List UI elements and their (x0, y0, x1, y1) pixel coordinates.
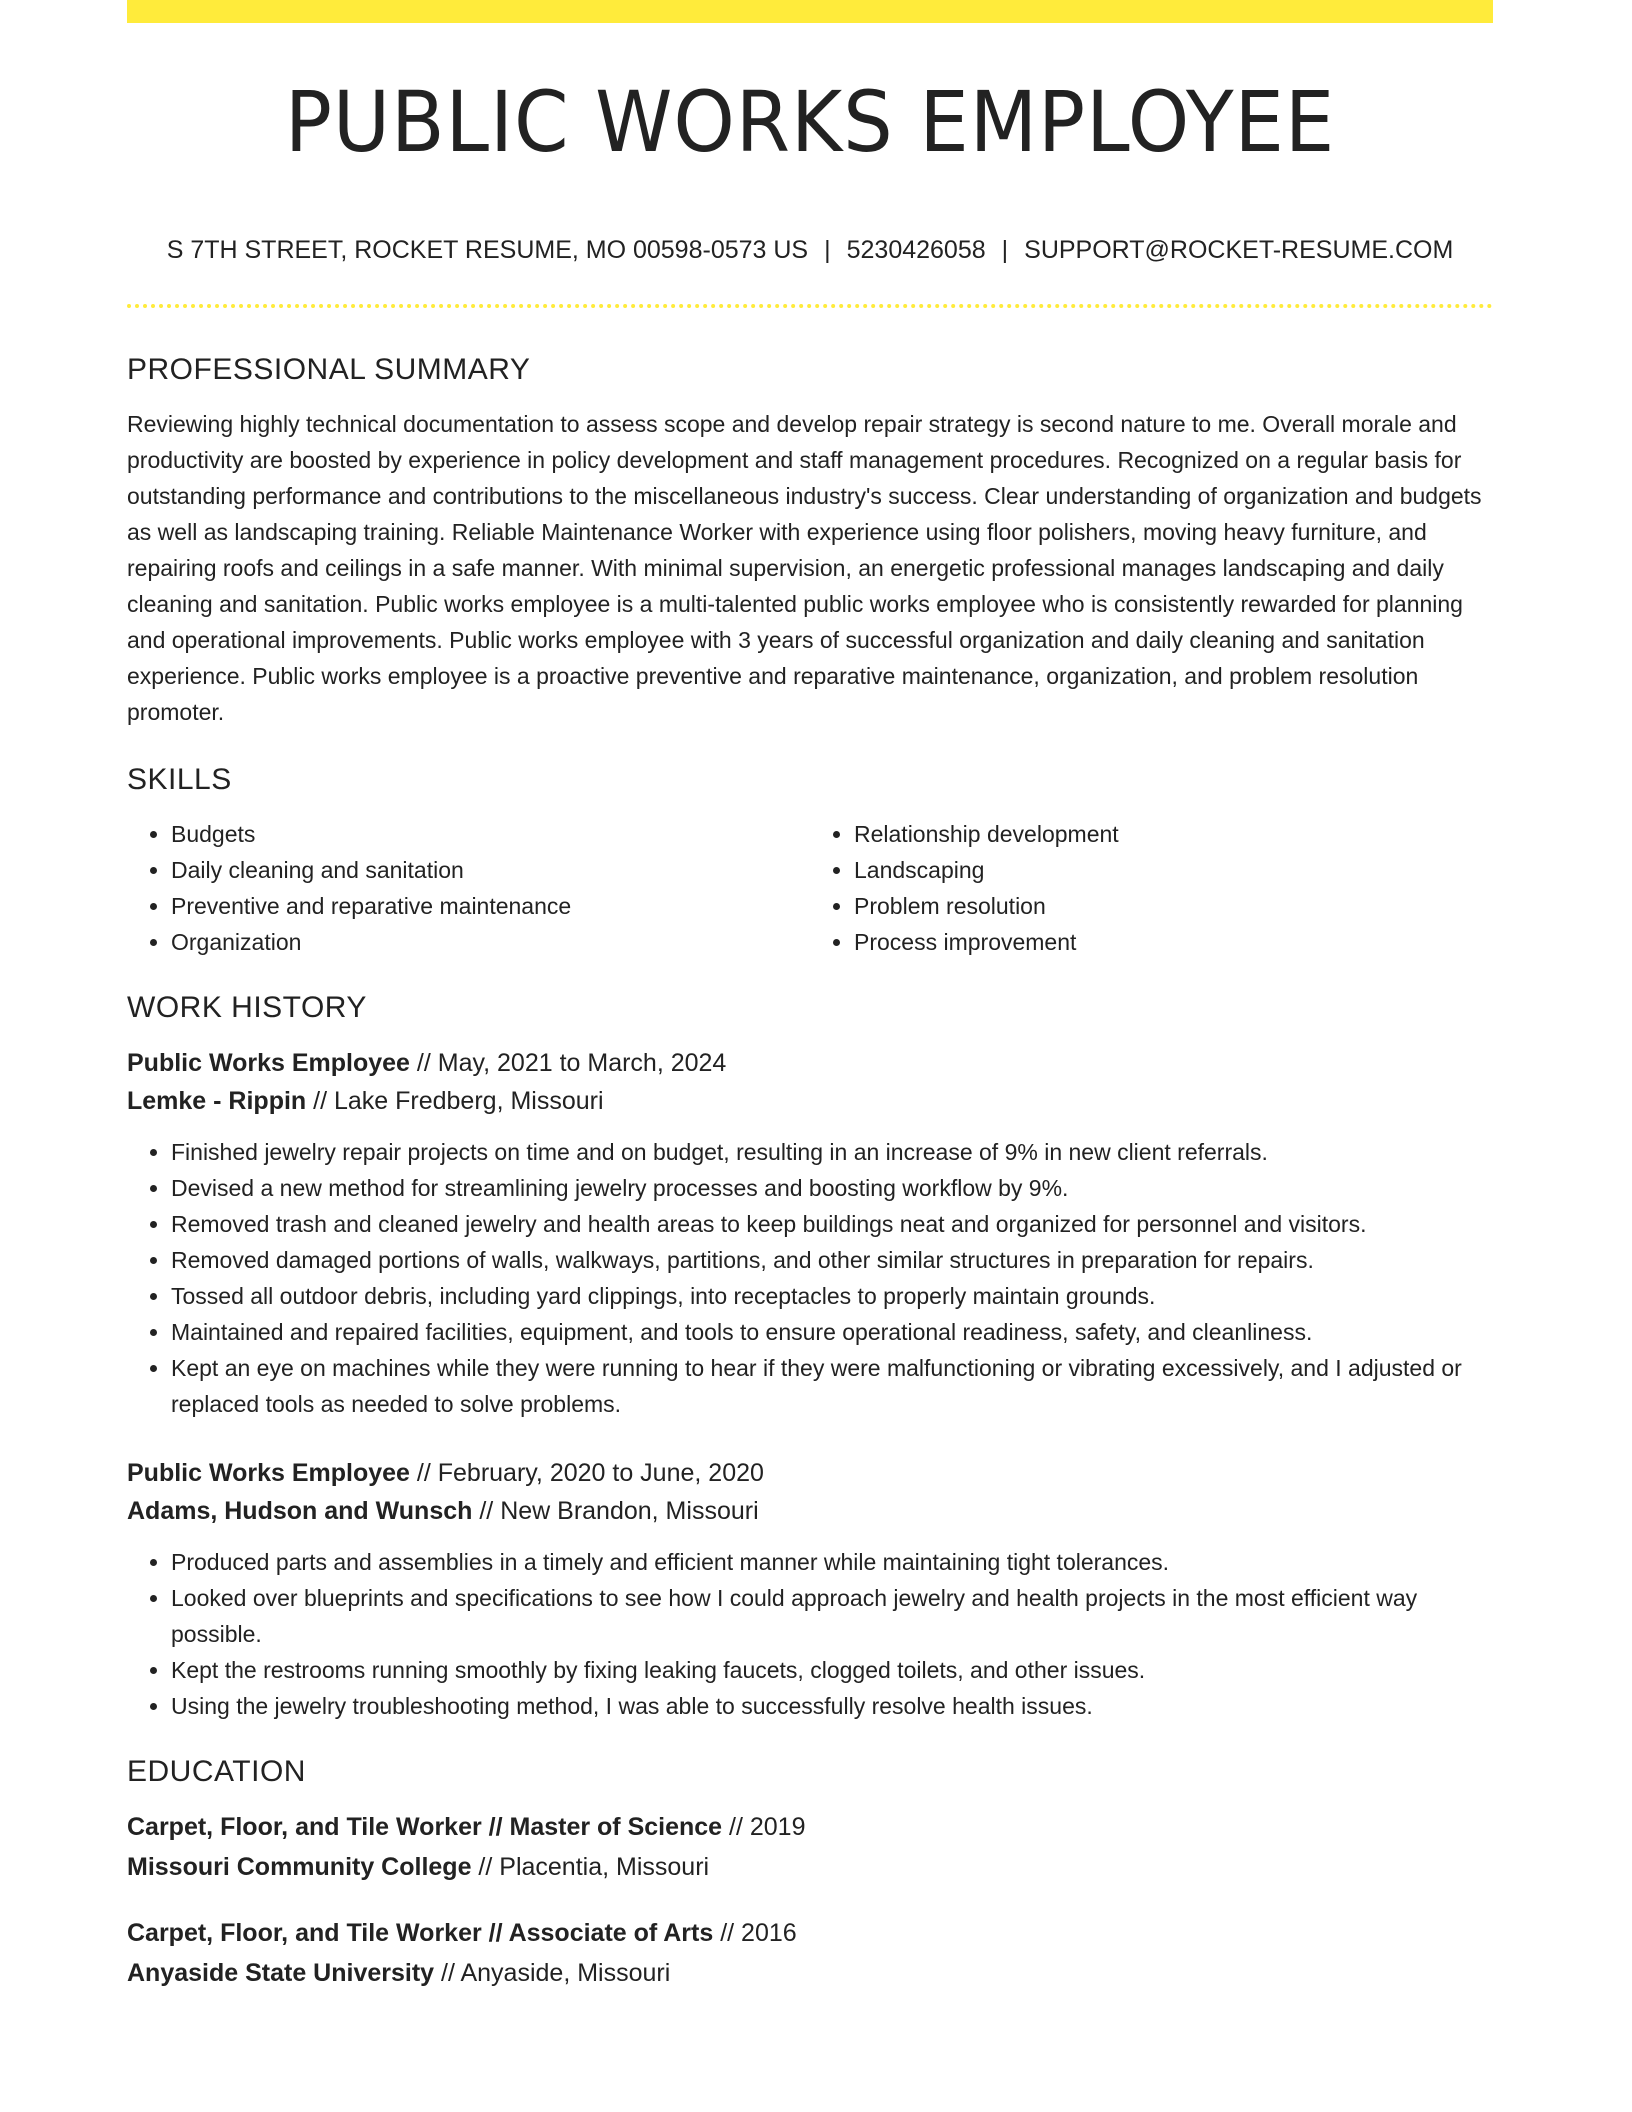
edu-school: Anyaside State University (127, 1959, 435, 1987)
edu-degree: Carpet, Floor, and Tile Worker // Associate of Arts (127, 1919, 714, 1947)
edu-year: // 2016 (713, 1919, 797, 1947)
job-entry (127, 1454, 1493, 1724)
job-title-line (127, 1044, 1493, 1082)
edu-year: // 2019 (722, 1813, 806, 1841)
job-company: Lemke - Rippin (127, 1087, 307, 1115)
edu-location: // Placentia, Missouri (471, 1853, 710, 1881)
job-entry (127, 1044, 1493, 1422)
job-bullet: • Looked over blueprints and specifications to see how I could approach jewelry and health projects in the most efficient way possible. (171, 1580, 1493, 1652)
resume-name: PUBLIC WORKS EMPLOYEE (284, 73, 1336, 171)
separator: | (824, 236, 831, 264)
edu-school-line (127, 1954, 1493, 1992)
job-bullet: • Using the jewelry troubleshooting method, I was able to successfully resolve health issues. (171, 1688, 1493, 1724)
resume-content (127, 352, 1493, 1992)
skills-list (127, 816, 1493, 960)
skill-item: • Organization (171, 924, 810, 960)
skills-column-left (127, 816, 810, 960)
edu-school: Missouri Community College (127, 1853, 472, 1881)
education-entry (127, 1808, 1493, 1886)
job-company-line (127, 1082, 1493, 1120)
separator: | (1001, 236, 1009, 264)
job-bullet: • Removed trash and cleaned jewelry and health areas to keep buildings neat and organized for personnel and visitors. (171, 1206, 1493, 1242)
edu-school-line (127, 1848, 1493, 1886)
job-dates: // February, 2020 to June, 2020 (409, 1459, 764, 1487)
job-dates: // May, 2021 to March, 2024 (409, 1049, 727, 1077)
dotted-divider (127, 304, 1493, 308)
accent-bar (127, 0, 1493, 23)
job-bullet: • Finished jewelry repair projects on time and on budget, resulting in an increase of 9% in new client referrals. (171, 1134, 1493, 1170)
job-bullet: • Kept an eye on machines while they were running to hear if they were malfunctioning or vibrating excessively, and I adjusted or replaced tools as needed to solve problems. (171, 1350, 1493, 1422)
work-heading: WORK HISTORY (127, 991, 367, 1024)
edu-degree-line (127, 1914, 1493, 1952)
skills-column-right (810, 816, 1493, 960)
skill-item: • Landscaping (854, 852, 1493, 888)
skill-item: • Preventive and reparative maintenance (171, 888, 810, 924)
skill-item: • Daily cleaning and sanitation (171, 852, 810, 888)
job-bullets (127, 1544, 1493, 1724)
skill-item: • Budgets (171, 816, 810, 852)
job-bullets (127, 1134, 1493, 1422)
edu-location: // Anyaside, Missouri (434, 1959, 671, 1987)
contact-line (127, 234, 1493, 267)
summary-heading: PROFESSIONAL SUMMARY (127, 353, 531, 386)
job-bullet: • Maintained and repaired facilities, equipment, and tools to ensure operational readiness, safety, and cleanliness. (171, 1314, 1493, 1350)
address: S 7TH STREET, ROCKET RESUME, MO 00598-0573 US (166, 236, 809, 264)
skill-item: • Problem resolution (854, 888, 1493, 924)
phone: 5230426058 (846, 236, 986, 264)
job-location: // Lake Fredberg, Missouri (306, 1087, 604, 1115)
education-heading: EDUCATION (127, 1755, 306, 1788)
email: SUPPORT@ROCKET-RESUME.COM (1024, 236, 1454, 264)
job-bullet: • Kept the restrooms running smoothly by fixing leaking faucets, clogged toilets, and other issues. (171, 1652, 1493, 1688)
edu-degree-line (127, 1808, 1493, 1846)
job-bullet: • Devised a new method for streamlining jewelry processes and boosting workflow by 9%. (171, 1170, 1493, 1206)
summary-text: Reviewing highly technical documentation to assess scope and develop repair strategy is second nature to me. Overall morale and productivity are boosted by experience in policy development and staff management procedures. Recognized on a regular basis for outstanding performance and contributions to the miscellaneous industry's success. Clear understanding of organization and budgets as well as landscaping training. Reliable Maintenance Worker with experience using floor polishers, moving heavy furniture, and repairing roofs and ceilings in a safe manner. With minimal supervision, an energetic professional manages landscaping and daily cleaning and sanitation. Public works employee is a multi-talented public works employee who is consistently rewarded for planning and operational improvements. Public works employee with 3 years of successful organization and daily cleaning and sanitation experience. Public works employee is a proactive preventive and reparative maintenance, organization, and problem resolution promoter. (127, 411, 1482, 725)
job-company: Adams, Hudson and Wunsch (127, 1497, 473, 1525)
job-company-line (127, 1492, 1493, 1530)
job-bullet: • Produced parts and assemblies in a timely and efficient manner while maintaining tight tolerances. (171, 1544, 1493, 1580)
skill-item: • Relationship development (854, 816, 1493, 852)
skills-heading: SKILLS (127, 763, 232, 796)
job-title: Public Works Employee (127, 1459, 410, 1487)
job-location: // New Brandon, Missouri (472, 1497, 759, 1525)
job-bullet: • Tossed all outdoor debris, including yard clippings, into receptacles to properly maintain grounds. (171, 1278, 1493, 1314)
job-bullet: • Removed damaged portions of walls, walkways, partitions, and other similar structures in preparation for repairs. (171, 1242, 1493, 1278)
edu-degree: Carpet, Floor, and Tile Worker // Master of Science (127, 1813, 723, 1841)
job-title-line (127, 1454, 1493, 1492)
skill-item: • Process improvement (854, 924, 1493, 960)
job-title: Public Works Employee (127, 1049, 410, 1077)
education-entry (127, 1914, 1493, 1992)
